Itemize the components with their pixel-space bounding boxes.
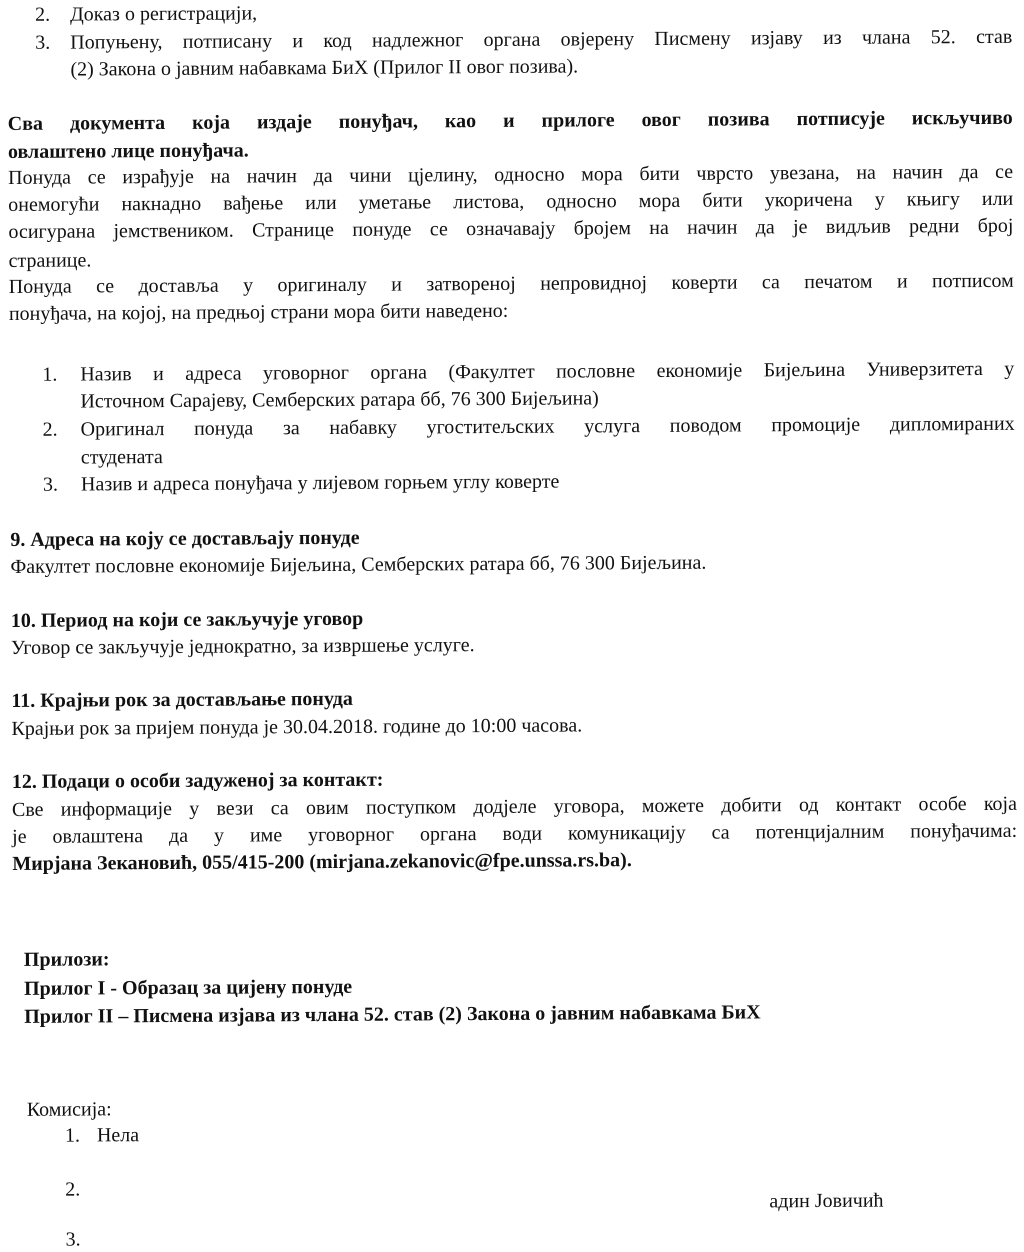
list-item-text: студената: [80, 446, 163, 469]
attachment-item: Прилог I - Образац за цијену понуде: [23, 975, 353, 1000]
list-item-text: Оригинал понуда за набавку угоститељских услуга поводом промоције дипломираних: [80, 412, 1015, 441]
section-text: Факултет пословне економије Бијељина, Семберских ратара бб, 76 300 Бијељина.: [10, 551, 707, 578]
commission-member-number: 3.: [65, 1228, 81, 1251]
section-heading: 10. Период на који се закључује уговор: [10, 607, 364, 632]
list-item-text: Назив и адреса понуђача у лијевом горњем углу коверте: [80, 470, 560, 496]
list-number: 3.: [35, 31, 51, 54]
offer-paragraph-line: Понуда се израђује на начин да чини цјелину, односно мора бити чврсто увезана, на начин да се: [8, 160, 1014, 189]
list-number: 1.: [42, 363, 58, 386]
contact-person: Мирјана Зекановић, 055/415-200 (mirjana.zekanovic@fpe.unssa.rs.ba).: [12, 849, 632, 875]
commission-heading: Комисија:: [26, 1098, 112, 1121]
list-item-text: Попуњену, потписану и код надлежног органа овјерену Писмену изјаву из члана 52. став: [70, 25, 1013, 54]
delivery-paragraph-line: понуђача, на којој, на предњој страни мора бити наведено:: [8, 299, 509, 325]
section-text: Уговор се закључује једнократно, за извршење услуге.: [10, 634, 475, 659]
attachment-item: Прилог II – Писмена изјава из члана 52. став (2) Закона о јавним набавкама БиХ: [24, 1001, 761, 1028]
section-text: Све информације у вези са овим поступком додјеле уговора, можете добити од контакт особе која: [11, 792, 1017, 821]
list-item-text: Доказ о регистрацији,: [70, 2, 258, 26]
signing-note: овлаштено лице понуђача.: [7, 139, 249, 163]
offer-paragraph-line: онемогући накнадно вађење или уметање листова, односно мора бити укоричена у књигу или: [8, 187, 1014, 216]
list-item-text: Источном Сарајеву, Семберских ратара бб, 76 300 Бијељина): [80, 387, 599, 413]
commission-member-number: 1.: [64, 1124, 81, 1147]
list-number: 2.: [35, 3, 51, 26]
offer-paragraph-line: странице.: [8, 249, 92, 272]
signing-note: Сва документа која издаје понуђач, као и прилоге овог позива потписује искључиво: [7, 106, 1013, 135]
section-heading: 9. Адреса на коју се достављају понуде: [10, 526, 360, 551]
section-text: је овлаштена да у име уговорног органа води комуникацију са потенцијалним понуђачима:: [12, 819, 1018, 848]
offer-paragraph-line: осигурана јемствеником. Странице понуде се означавају бројем на начин да је видљив редни број: [8, 214, 1014, 243]
section-text: Крајњи рок за пријем понуда је 30.04.2018. године до 10:00 часова.: [11, 714, 583, 740]
commission-member-number: 2.: [65, 1178, 81, 1201]
section-heading: 12. Подаци о особи задуженој за контакт:: [11, 768, 384, 793]
list-item-text: (2) Закона о јавним набавкама БиХ (Прилог II овог позива).: [70, 55, 579, 81]
list-item-text: Назив и адреса уговорног органа (Факултет пословне економије Бијељина Универзитета у: [80, 357, 1015, 386]
commission-member-name: Нела: [96, 1124, 140, 1147]
section-heading: 11. Крајњи рок за достављање понуда: [11, 687, 353, 712]
list-number: 2.: [42, 418, 58, 441]
list-number: 3.: [42, 473, 59, 496]
attachments-heading: Прилози:: [23, 948, 110, 971]
commission-name-fragment: адин Јовичић: [769, 1189, 884, 1213]
delivery-paragraph-line: Понуда се доставља у оригиналу и затвореној непровидној коверти са печатом и потписом: [8, 269, 1014, 298]
